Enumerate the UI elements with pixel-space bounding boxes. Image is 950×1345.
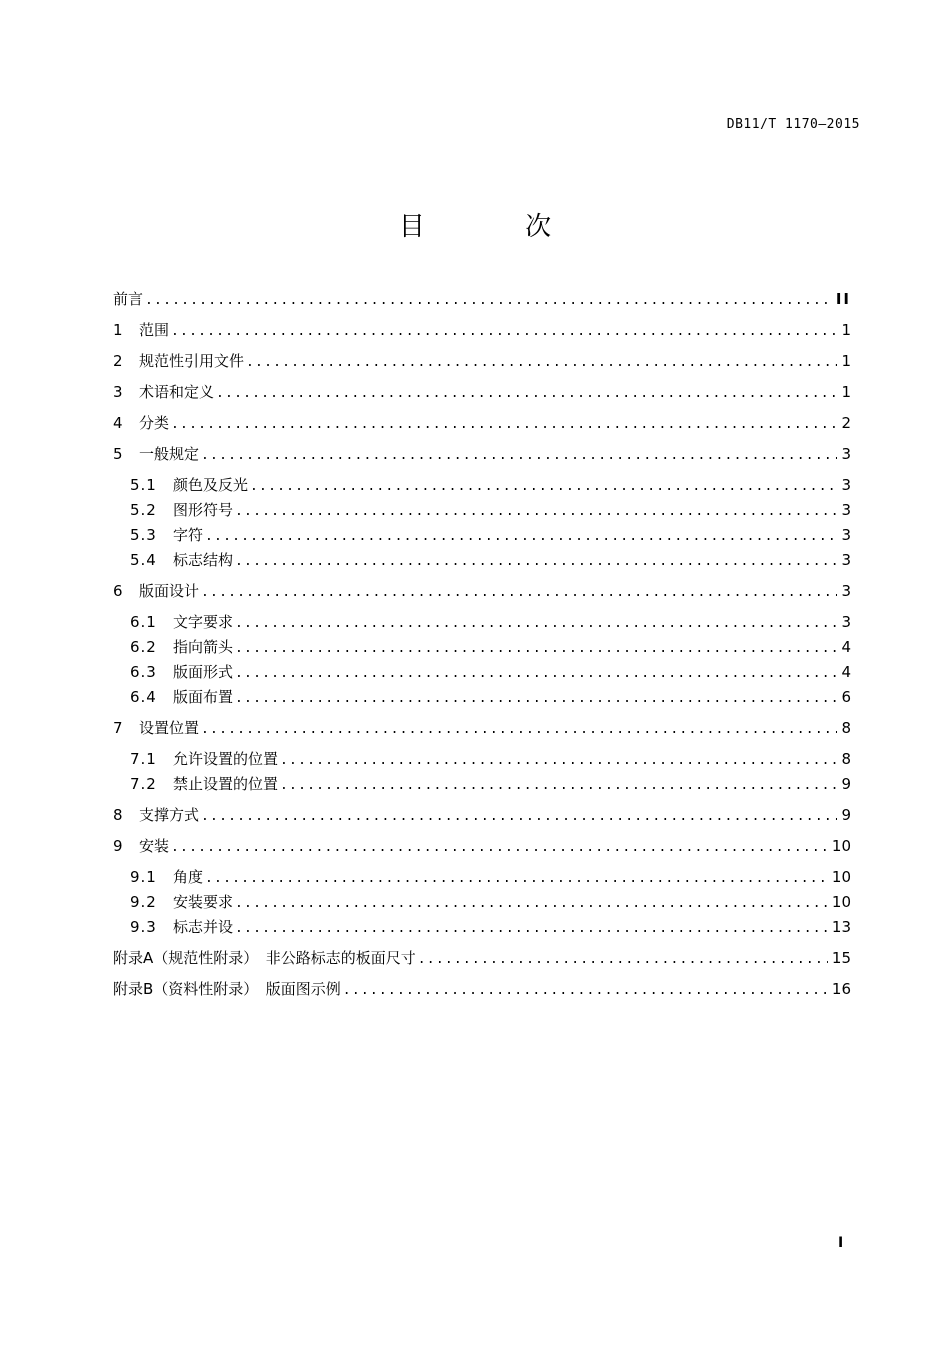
toc-entry[interactable] (113, 548, 851, 573)
toc-entry-number: 5.4 (130, 551, 157, 569)
dot-leader (280, 748, 837, 773)
toc-entry-number: 5.3 (130, 526, 157, 544)
toc-entry-label: 支撑方式 (139, 806, 200, 824)
toc-entry[interactable] (113, 685, 851, 710)
toc-entry-label: 安装 (139, 837, 170, 855)
toc-entry-number: 9.1 (130, 868, 157, 886)
toc-entry-page: 15 (831, 949, 851, 967)
toc-entry[interactable] (113, 498, 851, 523)
toc-entry-number: 5 (113, 445, 123, 463)
toc-entry-page: II (835, 290, 851, 308)
toc-entry-page: 4 (841, 638, 851, 656)
toc-entry[interactable] (113, 579, 851, 604)
toc-entry-page: 2 (841, 414, 851, 432)
toc-entry[interactable] (113, 865, 851, 890)
toc-entry-page: 16 (831, 980, 851, 998)
toc-entry-number: 1 (113, 321, 123, 339)
toc-entry[interactable] (113, 747, 851, 772)
toc-entry[interactable] (113, 287, 851, 312)
toc-entry-number: 6.2 (130, 638, 157, 656)
dot-leader (250, 474, 837, 499)
toc-entry-number: 6.3 (130, 663, 157, 681)
toc-entry[interactable] (113, 442, 851, 467)
toc-entry-label: 设置位置 (139, 719, 200, 737)
toc-entry[interactable] (113, 523, 851, 548)
toc-entry-number: 7.2 (130, 775, 157, 793)
toc-entry-label: 颜色及反光 (173, 476, 249, 494)
toc-entry[interactable] (113, 977, 851, 1002)
dot-leader (235, 549, 837, 574)
toc-entry[interactable] (113, 349, 851, 374)
toc-entry-label: 附录A（规范性附录） 非公路标志的板面尺寸 (113, 949, 416, 967)
toc-entry[interactable] (113, 803, 851, 828)
dot-leader (171, 412, 837, 437)
toc-entry-number: 8 (113, 806, 123, 824)
toc-entry[interactable] (113, 834, 851, 859)
dot-leader (201, 580, 837, 605)
toc-entry[interactable] (113, 473, 851, 498)
toc-entry[interactable] (113, 915, 851, 940)
dot-leader (235, 611, 837, 636)
toc-entry-label: 标志结构 (173, 551, 234, 569)
toc-entry-number: 9.3 (130, 918, 157, 936)
toc-entry-page: 3 (841, 582, 851, 600)
toc-entry-label: 版面设计 (139, 582, 200, 600)
toc-entry-page: 8 (841, 750, 851, 768)
dot-leader (145, 288, 832, 313)
toc-entry-label: 规范性引用文件 (139, 352, 245, 370)
dot-leader (201, 804, 837, 829)
toc-entry-page: 3 (841, 551, 851, 569)
toc-entry-label: 标志并设 (173, 918, 234, 936)
dot-leader (205, 866, 828, 891)
toc-entry-number: 6.1 (130, 613, 157, 631)
toc-entry-label: 允许设置的位置 (173, 750, 279, 768)
dot-leader (235, 661, 837, 686)
toc-entry-label: 前言 (113, 290, 144, 308)
toc-entry-number: 4 (113, 414, 123, 432)
toc-entry-number: 3 (113, 383, 123, 401)
dot-leader (280, 773, 837, 798)
dot-leader (201, 443, 837, 468)
toc-entry-number: 5.1 (130, 476, 157, 494)
toc-entry[interactable] (113, 635, 851, 660)
dot-leader (216, 381, 837, 406)
toc-entry-label: 版面形式 (173, 663, 234, 681)
toc-entry-page: 1 (841, 383, 851, 401)
dot-leader (235, 636, 837, 661)
toc-entry-number: 7.1 (130, 750, 157, 768)
toc-entry-number: 7 (113, 719, 123, 737)
toc-entry-number: 6.4 (130, 688, 157, 706)
dot-leader (418, 947, 828, 972)
toc-entry[interactable] (113, 610, 851, 635)
dot-leader (343, 978, 828, 1003)
toc-entry-page: 4 (841, 663, 851, 681)
toc-entry-number: 5.2 (130, 501, 157, 519)
toc-entry-page: 3 (841, 501, 851, 519)
toc-entry-number: 9 (113, 837, 123, 855)
toc-entry-page: 3 (841, 445, 851, 463)
toc-entry-page: 3 (841, 476, 851, 494)
toc-entry-label: 范围 (139, 321, 170, 339)
toc-entry-label: 角度 (173, 868, 204, 886)
toc-entry[interactable] (113, 411, 851, 436)
toc-entry[interactable] (113, 660, 851, 685)
toc-entry-label: 安装要求 (173, 893, 234, 911)
toc-entry-label: 文字要求 (173, 613, 234, 631)
toc-entry[interactable] (113, 716, 851, 741)
toc-entry[interactable] (113, 318, 851, 343)
toc-entry-page: 8 (841, 719, 851, 737)
toc-entry-label: 分类 (139, 414, 170, 432)
toc-entry-label: 版面布置 (173, 688, 234, 706)
toc-entry-label: 指向箭头 (173, 638, 234, 656)
table-of-contents (113, 287, 851, 1002)
dot-leader (171, 835, 828, 860)
page-number: I (838, 1235, 844, 1251)
page-title: 目 次 (398, 212, 598, 242)
toc-entry-label: 禁止设置的位置 (173, 775, 279, 793)
toc-entry-label: 附录B（资料性附录） 版面图示例 (113, 980, 341, 998)
toc-entry-label: 一般规定 (139, 445, 200, 463)
toc-entry-page: 10 (831, 893, 851, 911)
toc-entry[interactable] (113, 890, 851, 915)
toc-entry-page: 10 (831, 868, 851, 886)
toc-entry-page: 9 (841, 806, 851, 824)
toc-entry-label: 术语和定义 (139, 383, 215, 401)
toc-entry[interactable] (113, 946, 851, 971)
dot-leader (235, 916, 828, 941)
toc-entry-number: 2 (113, 352, 123, 370)
dot-leader (171, 319, 837, 344)
toc-entry-number: 9.2 (130, 893, 157, 911)
toc-entry-page: 13 (831, 918, 851, 936)
toc-entry-label: 字符 (173, 526, 204, 544)
dot-leader (205, 524, 837, 549)
toc-entry[interactable] (113, 772, 851, 797)
toc-entry-label: 图形符号 (173, 501, 234, 519)
toc-entry[interactable] (113, 380, 851, 405)
dot-leader (235, 891, 828, 916)
toc-entry-page: 1 (841, 321, 851, 339)
toc-entry-page: 6 (841, 688, 851, 706)
toc-entry-page: 9 (841, 775, 851, 793)
dot-leader (246, 350, 837, 375)
toc-entry-number: 6 (113, 582, 123, 600)
dot-leader (235, 686, 837, 711)
dot-leader (201, 717, 837, 742)
toc-entry-page: 10 (831, 837, 851, 855)
dot-leader (235, 499, 837, 524)
document-code: DB11/T 1170—2015 (726, 117, 860, 132)
toc-entry-page: 3 (841, 613, 851, 631)
toc-entry-page: 3 (841, 526, 851, 544)
toc-entry-page: 1 (841, 352, 851, 370)
